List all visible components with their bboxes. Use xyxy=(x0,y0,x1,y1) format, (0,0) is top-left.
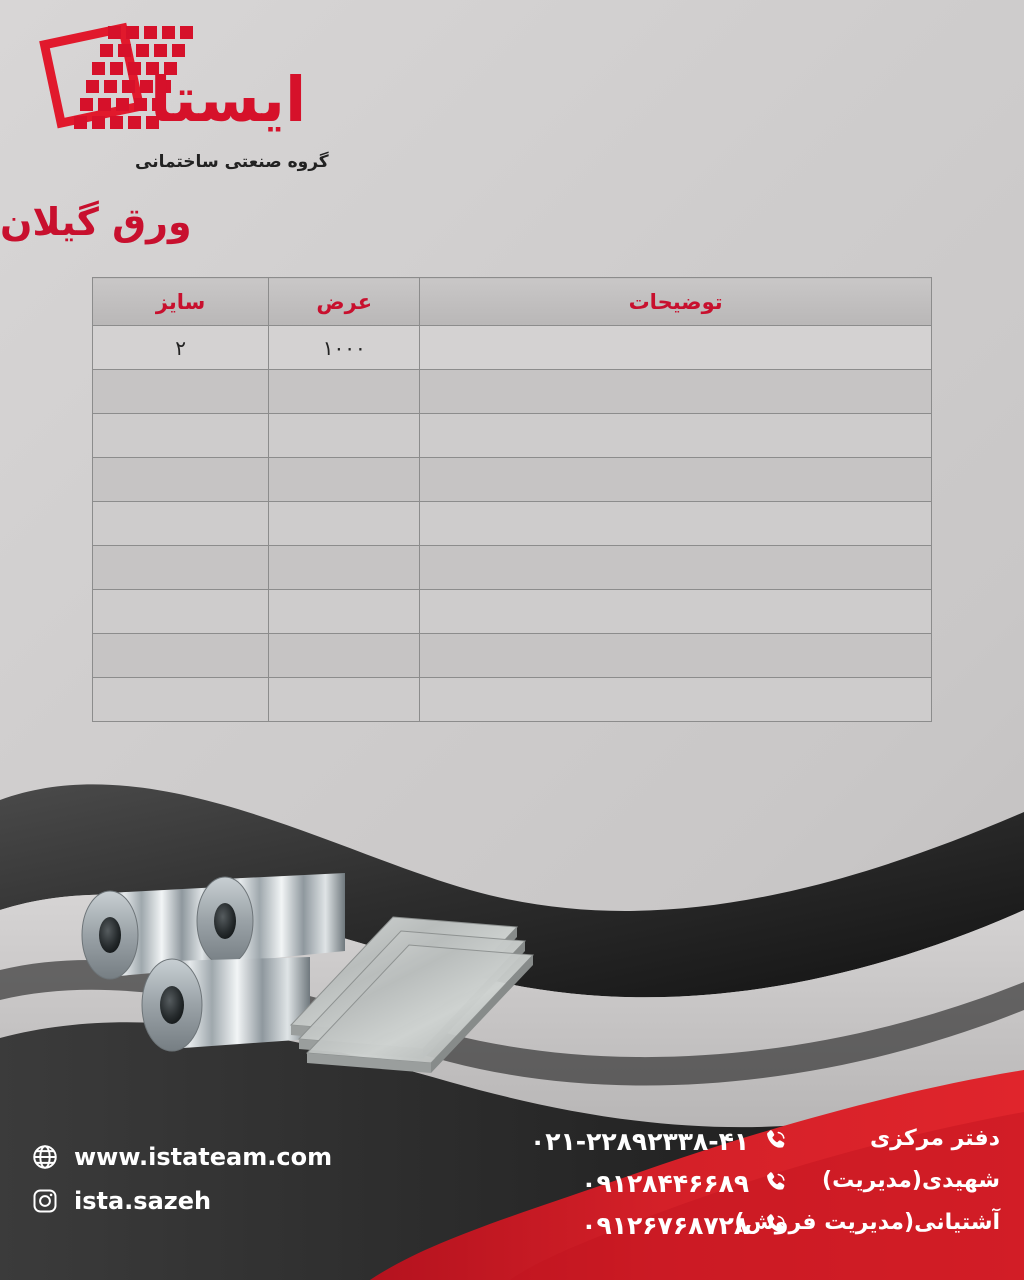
cell-width xyxy=(269,590,420,634)
cell-description xyxy=(420,678,932,722)
cell-size xyxy=(93,458,269,502)
globe-icon xyxy=(30,1142,60,1172)
cell-size xyxy=(93,634,269,678)
website-row[interactable] xyxy=(30,1142,332,1172)
column-header-size: سایز xyxy=(93,278,269,326)
phone-row[interactable] xyxy=(530,1126,791,1156)
cell-size xyxy=(93,590,269,634)
table-row xyxy=(93,326,932,370)
table-row xyxy=(93,414,932,458)
spec-table xyxy=(92,277,932,722)
contact-label: شهیدی(مدیریت) xyxy=(822,1168,1000,1193)
cell-description xyxy=(420,370,932,414)
cell-description xyxy=(420,414,932,458)
table-row xyxy=(93,458,932,502)
table-row xyxy=(93,590,932,634)
column-header-width: عرض xyxy=(269,278,420,326)
table-row xyxy=(93,678,932,722)
brand-name: ایستا xyxy=(150,63,307,136)
instagram-handle: ista.sazeh xyxy=(74,1187,212,1215)
cell-size xyxy=(93,546,269,590)
cell-width xyxy=(269,678,420,722)
instagram-row[interactable] xyxy=(30,1186,332,1216)
table-row xyxy=(93,502,932,546)
cell-size xyxy=(93,678,269,722)
cell-width xyxy=(269,634,420,678)
cell-size xyxy=(93,502,269,546)
website-url: www.istateam.com xyxy=(74,1143,333,1171)
phone-number: ۰۲۱-۲۲۸۹۲۳۳۸-۴۱ xyxy=(530,1126,750,1156)
cell-size xyxy=(93,370,269,414)
brand-logo xyxy=(30,14,350,184)
cell-size: ۲ xyxy=(93,326,269,370)
cell-size xyxy=(93,414,269,458)
brand-tagline: گروه صنعتی ساختمانی xyxy=(135,152,329,172)
footer-contact-labels xyxy=(734,1126,1000,1252)
column-header-description: توضیحات xyxy=(420,278,932,326)
table-row xyxy=(93,370,932,414)
contact-label: آشتیانی(مدیریت فروش) xyxy=(734,1210,1000,1235)
cell-description xyxy=(420,546,932,590)
phone-row[interactable] xyxy=(530,1168,791,1198)
cell-width xyxy=(269,370,420,414)
cell-description xyxy=(420,590,932,634)
spec-table-wrapper xyxy=(92,277,932,722)
cell-description xyxy=(420,326,932,370)
product-image xyxy=(70,865,570,1075)
phone-number: ۰۹۱۲۸۴۴۶۶۸۹ xyxy=(581,1168,750,1198)
table-row xyxy=(93,634,932,678)
cell-width xyxy=(269,414,420,458)
table-header-row xyxy=(93,278,932,326)
cell-description xyxy=(420,502,932,546)
cell-description xyxy=(420,634,932,678)
table-row xyxy=(93,546,932,590)
cell-width xyxy=(269,546,420,590)
footer-contact-links xyxy=(30,1142,332,1230)
instagram-icon xyxy=(30,1186,60,1216)
contact-label: دفتر مرکزی xyxy=(870,1126,1000,1151)
cell-width xyxy=(269,502,420,546)
phone-number: ۰۹۱۲۶۷۶۸۷۲۸ xyxy=(581,1210,750,1240)
page-title: ورق گیلان xyxy=(0,200,192,244)
footer xyxy=(0,1110,1024,1280)
cell-width xyxy=(269,458,420,502)
cell-width: ۱۰۰۰ xyxy=(269,326,420,370)
cell-description xyxy=(420,458,932,502)
